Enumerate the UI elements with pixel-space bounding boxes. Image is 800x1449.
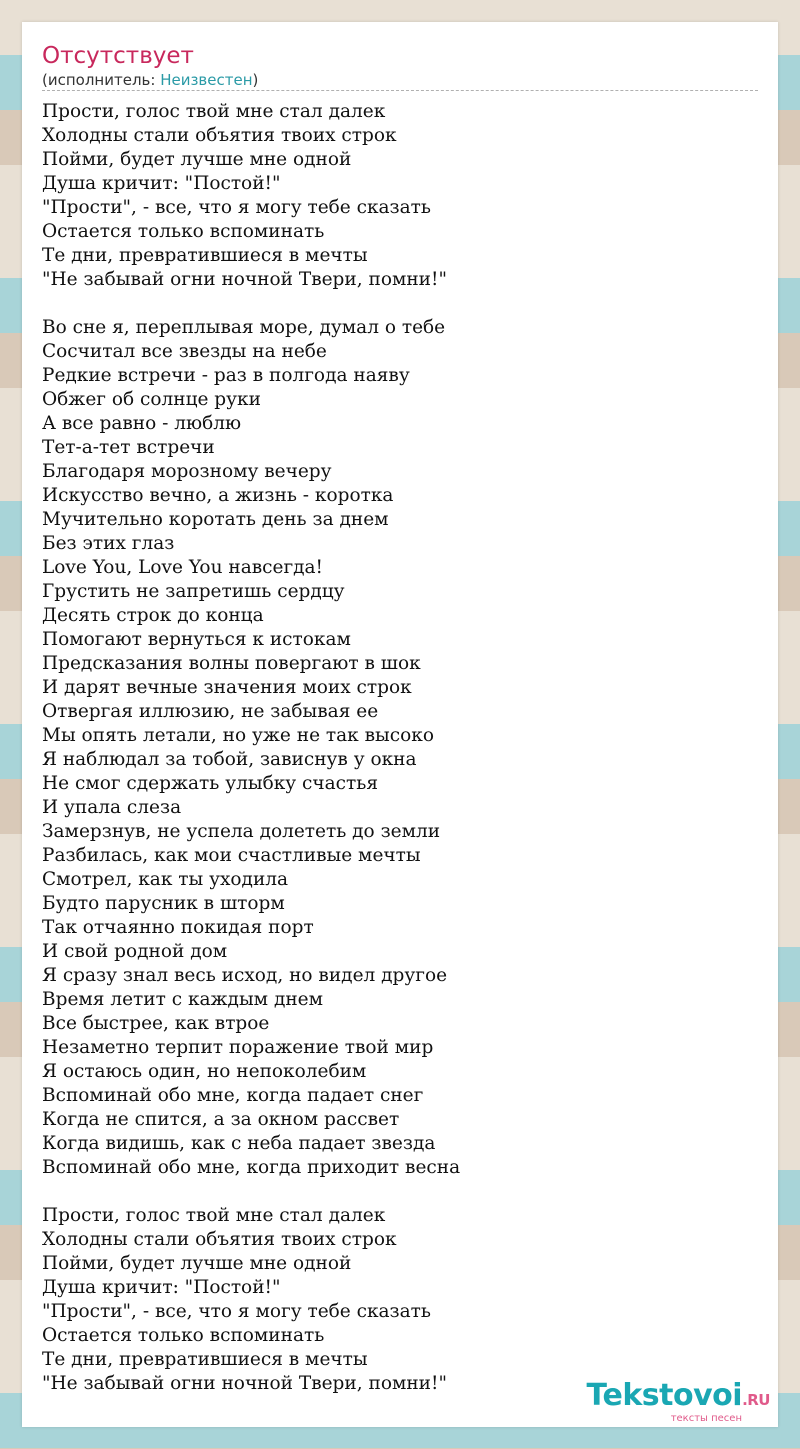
lyric-line: "Прости", - все, что я могу тебе сказать: [42, 1301, 431, 1322]
lyric-line: "Не забывай огни ночной Твери, помни!": [42, 269, 447, 290]
lyric-line: Те дни, превратившиеся в мечты: [42, 245, 368, 266]
logo-tagline: тексты песен: [670, 1413, 742, 1424]
lyric-line: А все равно - люблю: [42, 413, 242, 434]
lyric-line: Душа кричит: "Постой!": [42, 1277, 281, 1298]
lyric-line: Те дни, превратившиеся в мечты: [42, 1349, 368, 1370]
lyric-line: Мы опять летали, но уже не так высоко: [42, 725, 434, 746]
lyric-line: Грустить не запретишь сердцу: [42, 581, 345, 602]
lyric-line: Я наблюдал за тобой, зависнув у окна: [42, 749, 417, 770]
lyric-line: Мучительно коротать день за днем: [42, 509, 389, 530]
lyric-line: И свой родной дом: [42, 941, 228, 962]
lyric-line: Десять строк до конца: [42, 605, 264, 626]
lyric-line: Остается только вспоминать: [42, 221, 325, 242]
lyric-line: Love You, Love You навсегда!: [42, 557, 323, 578]
lyric-line: Пойми, будет лучше мне одной: [42, 1253, 352, 1274]
lyric-line: Благодаря морозному вечеру: [42, 461, 332, 482]
artist-suffix: ): [252, 71, 259, 89]
lyric-line: Незаметно терпит поражение твой мир: [42, 1037, 434, 1058]
artist-link[interactable]: Неизвестен: [160, 71, 253, 89]
lyric-line: Без этих глаз: [42, 533, 175, 554]
lyric-line: Все быстрее, как втрое: [42, 1013, 270, 1034]
lyric-line: Холодны стали объятия твоих строк: [42, 1229, 397, 1250]
lyric-line: Обжег об солнце руки: [42, 389, 261, 410]
lyric-line: Я сразу знал весь исход, но видел другое: [42, 965, 448, 986]
lyric-line: Вспоминай обо мне, когда приходит весна: [42, 1157, 461, 1178]
lyric-line: Сосчитал все звезды на небе: [42, 341, 327, 362]
lyric-line: Разбилась, как мои счастливые мечты: [42, 845, 421, 866]
lyric-line: Помогают вернуться к истокам: [42, 629, 351, 650]
lyrics-stanza: [42, 1204, 758, 1396]
lyric-line: Прости, голос твой мне стал далек: [42, 1205, 386, 1226]
lyric-line: Когда не спится, а за окном рассвет: [42, 1109, 400, 1130]
lyric-line: Предсказания волны повергают в шок: [42, 653, 421, 674]
lyrics-text: [42, 100, 758, 1420]
lyric-line: Искусство вечно, а жизнь - коротка: [42, 485, 394, 506]
lyric-line: Прости, голос твой мне стал далек: [42, 101, 386, 122]
lyric-line: Пойми, будет лучше мне одной: [42, 149, 352, 170]
lyric-line: Я остаюсь один, но непоколебим: [42, 1061, 367, 1082]
lyrics-stanza: [42, 316, 758, 1180]
lyric-line: "Прости", - все, что я могу тебе сказать: [42, 197, 431, 218]
lyric-line: Отвергая иллюзию, не забывая ее: [42, 701, 379, 722]
lyric-line: "Не забывай огни ночной Твери, помни!": [42, 1373, 447, 1394]
logo-tld: .RU: [742, 1391, 770, 1409]
lyric-line: И дарят вечные значения моих строк: [42, 677, 412, 698]
title-divider: [42, 90, 758, 91]
lyric-line: И упала слеза: [42, 797, 182, 818]
artist-prefix: (исполнитель:: [42, 71, 161, 89]
artist-line: [42, 70, 258, 90]
lyric-line: Остается только вспоминать: [42, 1325, 325, 1346]
lyric-line: Время летит с каждым днем: [42, 989, 324, 1010]
lyric-line: Будто парусник в шторм: [42, 893, 285, 914]
lyric-line: Когда видишь, как с неба падает звезда: [42, 1133, 436, 1154]
lyric-line: Замерзнув, не успела долететь до земли: [42, 821, 441, 842]
lyric-line: Не смог сдержать улыбку счастья: [42, 773, 378, 794]
lyrics-card: [22, 22, 778, 1427]
lyric-line: Душа кричит: "Постой!": [42, 173, 281, 194]
lyric-line: Холодны стали объятия твоих строк: [42, 125, 397, 146]
lyric-line: Смотрел, как ты уходила: [42, 869, 289, 890]
lyric-line: Во сне я, переплывая море, думал о тебе: [42, 317, 446, 338]
lyrics-stanza: [42, 100, 758, 292]
lyric-line: Вспоминай обо мне, когда падает снег: [42, 1085, 424, 1106]
song-title: Отсутствует: [42, 43, 194, 69]
lyric-line: Так отчаянно покидая порт: [42, 917, 314, 938]
site-logo[interactable]: [587, 1380, 770, 1425]
lyric-line: Редкие встречи - раз в полгода наяву: [42, 365, 410, 386]
lyric-line: Тет-а-тет встречи: [42, 437, 215, 458]
logo-name: Tekstovoi: [586, 1378, 743, 1413]
